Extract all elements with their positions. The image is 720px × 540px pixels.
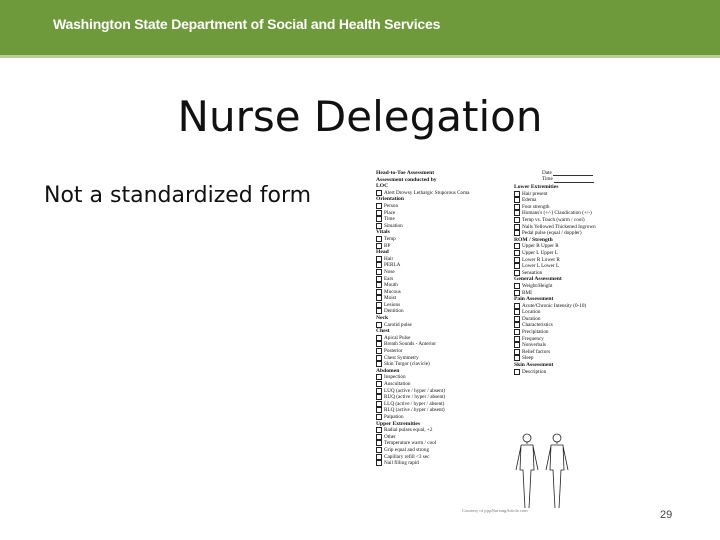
form-row-label: LOC <box>376 183 389 190</box>
checkbox-icon <box>376 407 382 413</box>
form-row <box>514 197 638 204</box>
checkbox-icon <box>376 243 382 249</box>
form-row <box>514 270 638 277</box>
form-row <box>376 427 501 434</box>
form-left-rows <box>376 183 501 467</box>
form-row <box>376 295 501 302</box>
slide-subtitle: Not a standardized form <box>44 183 312 208</box>
form-row <box>514 290 638 297</box>
form-date-block <box>542 170 594 183</box>
form-row-label: Lower Extremities <box>514 184 559 190</box>
assessment-form-image <box>372 168 642 520</box>
checkbox-icon <box>376 308 382 314</box>
checkbox-icon <box>376 381 382 387</box>
form-row <box>376 302 501 309</box>
form-row-label: Auscultation <box>384 381 411 388</box>
form-left-column <box>376 170 501 467</box>
form-section-heading <box>376 183 501 190</box>
form-row-label: Precipitation <box>522 329 549 336</box>
form-row <box>376 190 501 197</box>
date-label: Date <box>542 170 552 176</box>
form-section-heading <box>514 237 638 244</box>
form-section-heading <box>376 368 501 375</box>
checkbox-icon <box>376 190 382 196</box>
form-row-label: Edema <box>522 197 537 204</box>
checkbox-icon <box>376 276 382 282</box>
checkbox-icon <box>514 250 520 256</box>
body-outline-figures <box>512 430 572 510</box>
form-row-label: Frequency <box>522 335 544 342</box>
checkbox-icon <box>514 197 520 203</box>
form-row <box>376 381 501 388</box>
checkbox-icon <box>514 191 520 197</box>
form-row-label: Palpation <box>384 414 404 421</box>
form-row <box>514 329 638 336</box>
checkbox-icon <box>376 302 382 308</box>
form-row-label: Skin Turgor (clavicle) <box>384 361 430 368</box>
form-row <box>514 336 638 343</box>
form-row <box>376 374 501 381</box>
checkbox-icon <box>514 336 520 342</box>
form-row <box>514 263 638 270</box>
form-row-label: Homans's (+/-) Claudication (+/-) <box>522 210 592 217</box>
form-row-label: Skin Assessment <box>514 362 554 369</box>
checkbox-icon <box>376 216 382 222</box>
checkbox-icon <box>514 217 520 223</box>
checkbox-icon <box>376 361 382 367</box>
form-row-label: Grip equal and strong <box>384 447 430 454</box>
form-credit: Courtesy of jqqsNursingArticle.com <box>462 508 528 513</box>
form-row-label: Weight/Height <box>522 283 553 290</box>
form-row-label: Acute/Chronic Intensity (0-10) <box>522 302 587 309</box>
form-row-label: Posterior <box>384 348 403 355</box>
checkbox-icon <box>376 236 382 242</box>
checkbox-icon <box>376 460 382 466</box>
checkbox-icon <box>376 322 382 328</box>
form-row <box>514 369 638 376</box>
form-row <box>376 322 501 329</box>
form-row <box>376 407 501 414</box>
checkbox-icon <box>376 427 382 433</box>
form-row <box>514 250 638 257</box>
form-row-label: Abdomen <box>376 367 400 374</box>
form-section-heading <box>514 184 638 191</box>
form-row <box>376 308 501 315</box>
form-subheading: Assessment conducted by <box>376 176 437 183</box>
form-row-label: Mucous <box>384 288 401 295</box>
checkbox-icon <box>376 335 382 341</box>
form-row-label: Ears <box>384 275 394 282</box>
form-row <box>376 388 501 395</box>
checkbox-icon <box>514 355 520 361</box>
form-section-heading <box>376 421 501 428</box>
form-row-label: Place <box>384 209 396 216</box>
form-row-label: Hair <box>384 255 394 262</box>
form-row <box>514 283 638 290</box>
form-row-label: Chest Symmetry <box>384 354 419 361</box>
checkbox-icon <box>514 290 520 296</box>
form-row-label: Lower R Lower R <box>522 256 560 263</box>
form-row <box>514 309 638 316</box>
form-row-label: Upper Extremities <box>376 420 421 427</box>
checkbox-icon <box>514 283 520 289</box>
checkbox-icon <box>376 282 382 288</box>
form-row-label: Neck <box>376 315 389 322</box>
form-row-label: Capillary refill <3 sec <box>384 453 430 460</box>
form-section-heading <box>376 315 501 322</box>
form-row <box>376 341 501 348</box>
checkbox-icon <box>376 210 382 216</box>
slide-title: Nurse Delegation <box>177 92 543 141</box>
checkbox-icon <box>514 342 520 348</box>
form-row-label: Other <box>384 433 396 440</box>
checkbox-icon <box>376 374 382 380</box>
form-row <box>514 355 638 362</box>
form-row-label: RLQ (active / hyper / absent) <box>384 407 445 414</box>
checkbox-icon <box>376 440 382 446</box>
checkbox-icon <box>514 349 520 355</box>
form-row-label: Nonverbals <box>522 342 546 349</box>
form-row-label: Breath Sounds - Anterior <box>384 341 437 348</box>
form-row <box>376 203 501 210</box>
form-right-rows <box>514 184 638 375</box>
form-row <box>376 454 501 461</box>
checkbox-icon <box>514 263 520 269</box>
checkbox-icon <box>514 270 520 276</box>
form-row-label: Duration <box>522 316 541 323</box>
form-row <box>514 224 638 231</box>
form-section-heading <box>376 249 501 256</box>
form-row-label: Nails Yellowed Thickened Ingrown <box>522 223 596 230</box>
form-row-label: Carotid pulse <box>384 321 412 328</box>
checkbox-icon <box>376 341 382 347</box>
form-row <box>376 348 501 355</box>
form-row <box>376 289 501 296</box>
form-row <box>376 447 501 454</box>
form-row <box>376 434 501 441</box>
form-row <box>376 269 501 276</box>
checkbox-icon <box>514 316 520 322</box>
form-row-label: Characteristics <box>522 322 553 329</box>
checkbox-icon <box>376 348 382 354</box>
form-row-label: Relief factors <box>522 349 551 356</box>
form-section-heading <box>514 276 638 283</box>
form-row-label: Orientation <box>376 196 404 203</box>
checkbox-icon <box>376 203 382 209</box>
checkbox-icon <box>376 434 382 440</box>
form-section-heading <box>514 362 638 369</box>
form-row <box>376 414 501 421</box>
form-row-label: BP <box>384 242 391 249</box>
form-row <box>376 223 501 230</box>
form-row <box>376 276 501 283</box>
form-row <box>514 257 638 264</box>
checkbox-icon <box>514 329 520 335</box>
form-row-label: Time <box>384 216 395 223</box>
form-row-label: Pedal pulse (equal / doppler) <box>522 230 582 237</box>
form-row-label: Sleep <box>522 355 534 362</box>
checkbox-icon <box>514 309 520 315</box>
form-row-label: General Assessment <box>514 276 562 283</box>
form-row-label: Situation <box>384 222 403 229</box>
form-row-label: Hair present <box>522 190 548 197</box>
checkbox-icon <box>376 223 382 229</box>
form-row-label: Sensation <box>522 269 543 276</box>
form-heading: Head-to-Toe Assessment <box>376 170 435 176</box>
checkbox-icon <box>376 295 382 301</box>
form-row <box>514 303 638 310</box>
checkbox-icon <box>514 230 520 236</box>
form-row-label: Nose <box>384 269 395 276</box>
form-row <box>514 191 638 198</box>
form-row-label: Mouth <box>384 282 398 289</box>
form-right-column <box>514 184 638 375</box>
form-row <box>514 230 638 237</box>
page-number: 29 <box>660 509 673 521</box>
form-row-label: Temp <box>384 236 396 243</box>
header-bar <box>0 0 720 58</box>
form-section-heading <box>376 196 501 203</box>
form-row-label: Location <box>522 309 541 316</box>
form-section-heading <box>514 296 638 303</box>
form-row-label: Apical Pulse <box>384 335 411 342</box>
checkbox-icon <box>376 355 382 361</box>
form-row <box>514 316 638 323</box>
form-row <box>376 361 501 368</box>
checkbox-icon <box>514 204 520 210</box>
form-section-heading <box>376 328 501 335</box>
form-row-label: ROM / Strength <box>514 236 553 243</box>
checkbox-icon <box>376 414 382 420</box>
form-row-label: Inspection <box>384 374 406 381</box>
checkbox-icon <box>514 210 520 216</box>
form-row-label: BMI <box>522 289 532 296</box>
form-row <box>376 440 501 447</box>
checkbox-icon <box>376 401 382 407</box>
form-row-label: Temperature warm / cool <box>384 440 437 447</box>
form-row-label: Moist <box>384 295 397 302</box>
form-row <box>514 217 638 224</box>
checkbox-icon <box>376 289 382 295</box>
form-row-label: Upper L Upper L <box>522 250 558 257</box>
checkbox-icon <box>376 269 382 275</box>
form-row <box>376 262 501 269</box>
form-row <box>376 210 501 217</box>
form-row-label: Foot strength <box>522 203 550 210</box>
form-row <box>514 243 638 250</box>
form-row-label: Temp vs. Touch (warm / cool) <box>522 217 585 224</box>
checkbox-icon <box>514 257 520 263</box>
form-row-label: Chest <box>376 328 390 335</box>
form-row-label: Lower L Lower L <box>522 263 560 270</box>
form-row-label: LLQ (active / hyper / absent) <box>384 400 445 407</box>
checkbox-icon <box>514 322 520 328</box>
form-row-label: Pain Assessment <box>514 296 554 303</box>
checkbox-icon <box>514 303 520 309</box>
checkbox-icon <box>376 394 382 400</box>
form-row <box>514 322 638 329</box>
form-row-label: Nail filling rapid <box>384 460 419 467</box>
form-row <box>376 355 501 362</box>
form-row <box>376 282 501 289</box>
form-row <box>514 204 638 211</box>
form-row <box>376 216 501 223</box>
form-row-label: Head <box>376 249 389 256</box>
form-row <box>376 236 501 243</box>
form-row-label: Vitals <box>376 229 390 236</box>
form-row-label: RUQ (active / hyper / absent) <box>384 394 446 401</box>
form-row <box>514 210 638 217</box>
form-row <box>514 349 638 356</box>
form-row-label: Description <box>522 368 547 375</box>
checkbox-icon <box>376 454 382 460</box>
checkbox-icon <box>376 262 382 268</box>
form-row <box>514 342 638 349</box>
form-row-label: PERLA <box>384 262 401 269</box>
form-row <box>376 460 501 467</box>
form-row <box>376 401 501 408</box>
form-row-label: Upper R Upper R <box>522 243 559 250</box>
form-row-label: Dentition <box>384 308 404 315</box>
header-title: Washington State Department of Social and Health Services <box>53 16 441 32</box>
checkbox-icon <box>514 224 520 230</box>
checkbox-icon <box>376 447 382 453</box>
form-row-label: Radial pulses equal, +2 <box>384 427 433 434</box>
form-section-heading <box>376 229 501 236</box>
form-row-label: LUQ (active / hyper / absent) <box>384 387 445 394</box>
form-row <box>376 243 501 250</box>
form-row <box>376 256 501 263</box>
form-row-label: Person <box>384 203 399 210</box>
checkbox-icon <box>376 256 382 262</box>
form-row-label: Lesions <box>384 302 401 309</box>
checkbox-icon <box>514 243 520 249</box>
form-row-label: Alert Drowsy Lethargic Stuporous Coma <box>384 189 470 196</box>
checkbox-icon <box>514 369 520 375</box>
checkbox-icon <box>376 388 382 394</box>
time-label: Time <box>542 176 553 183</box>
form-row <box>376 335 501 342</box>
form-row <box>376 394 501 401</box>
